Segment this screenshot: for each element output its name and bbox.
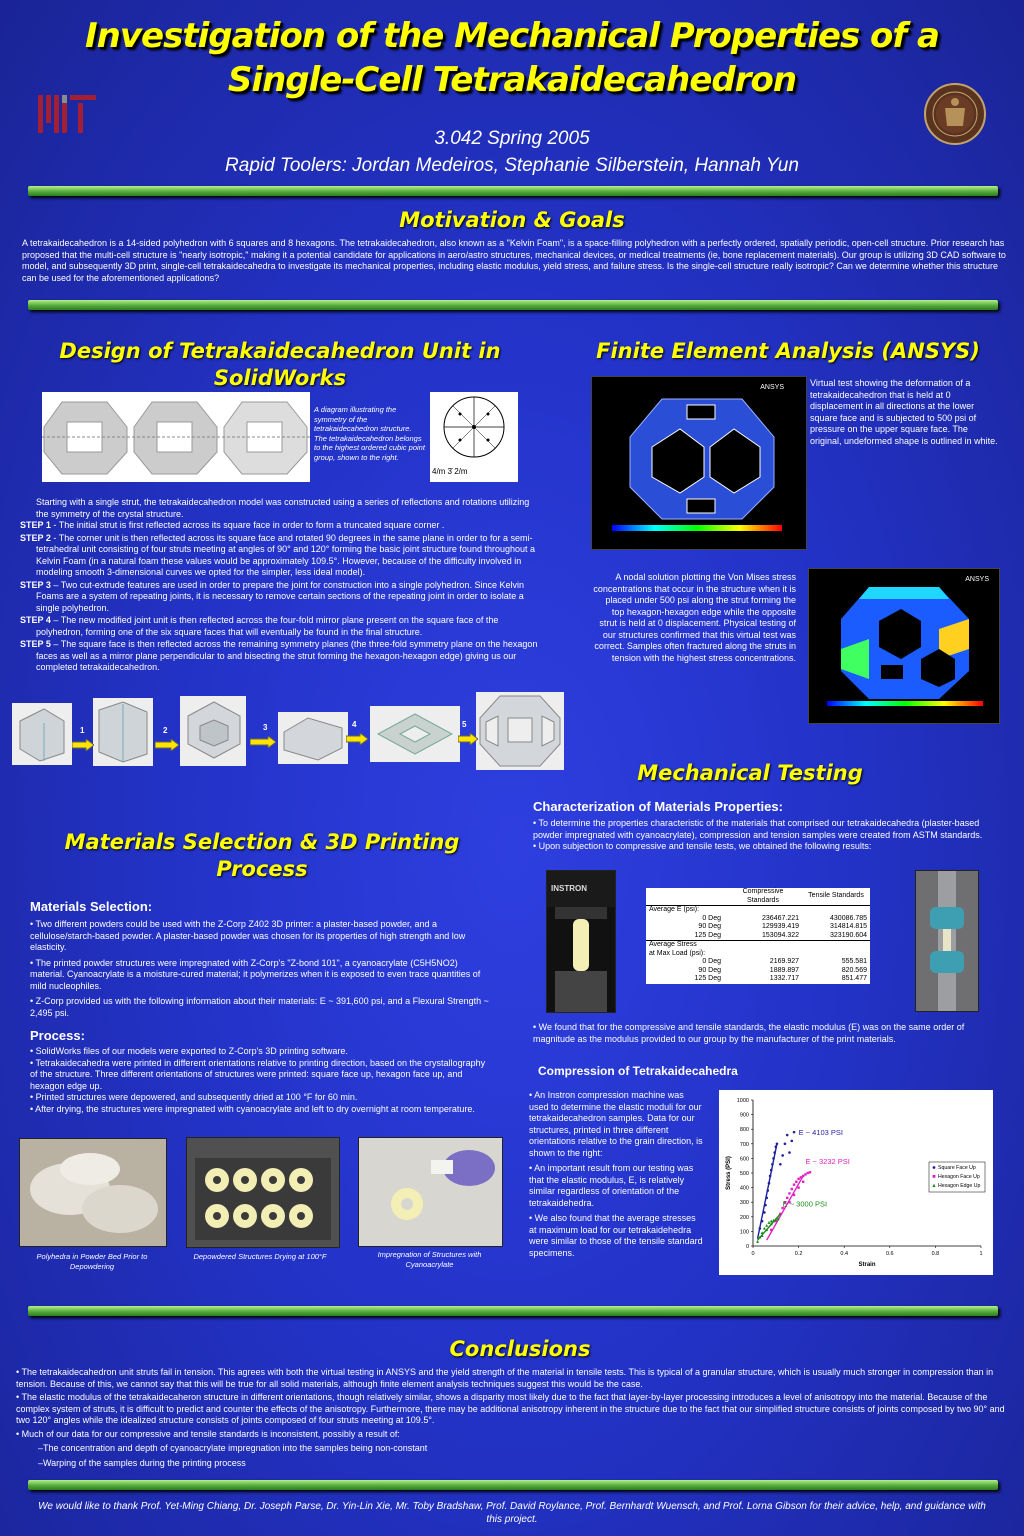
table-cell: 0 Deg bbox=[702, 914, 721, 922]
ansys-von-mises-plot bbox=[808, 568, 1000, 724]
x-tick-label: 1 bbox=[979, 1251, 983, 1257]
table-header-cell: Tensile Standards bbox=[802, 888, 870, 906]
step-label-2: 2 bbox=[163, 726, 168, 735]
materials-selection-heading: Materials Selection: bbox=[30, 899, 153, 914]
table-row bbox=[646, 923, 870, 932]
step-item: STEP 1 - The initial strut is first reflected across its square face in order to form a truncated square corner . bbox=[20, 520, 445, 530]
table-row bbox=[646, 967, 870, 976]
data-point bbox=[775, 1145, 778, 1148]
series-annotation: E ~ 3000 PSI bbox=[782, 1199, 828, 1209]
y-tick-label: 500 bbox=[739, 1171, 749, 1177]
drying-structures-photo bbox=[186, 1137, 340, 1248]
step-label-4: 4 bbox=[352, 720, 357, 729]
data-point bbox=[772, 1157, 775, 1160]
data-point bbox=[788, 1192, 790, 1194]
materials-selection-text bbox=[30, 919, 492, 1023]
data-point bbox=[790, 1140, 793, 1143]
table-cell: 153094.322 bbox=[724, 932, 802, 941]
y-tick-label: 600 bbox=[739, 1156, 749, 1163]
data-point bbox=[770, 1220, 773, 1223]
powder-bed-photo bbox=[19, 1138, 167, 1247]
legend-label: Hexagon Face Up bbox=[938, 1174, 980, 1180]
y-tick-label: 800 bbox=[739, 1127, 749, 1134]
data-point bbox=[797, 1178, 799, 1180]
data-point bbox=[770, 1169, 773, 1172]
table-cell: 851.477 bbox=[841, 975, 867, 982]
step-arrow-3 bbox=[250, 735, 276, 747]
conclusions-heading: Conclusions bbox=[449, 1337, 591, 1361]
y-tick-label: 400 bbox=[739, 1185, 749, 1192]
point-group-label: 4/m 3̄ 2/m bbox=[432, 467, 468, 476]
step-image-corner bbox=[93, 698, 153, 766]
data-point bbox=[761, 1220, 764, 1223]
step-arrow-5 bbox=[458, 732, 478, 744]
char-bullet: • Upon subjection to compressive and tensile tests, we obtained the following results: bbox=[533, 841, 872, 851]
ansys-deformation-plot bbox=[591, 376, 807, 550]
step-item: STEP 2 - The corner unit is then reflected across its square face and rotated 90 degrees in the same plane in order to for a semi-tetrahedral unit consisting of four struts meeting at angles of 90° and 120° forming the basic joint structure found throughout a Kelvin Foam (in a natural foam these values would be approximately 109.5°. However, because of the difficulty involved in modeling smooth 3-dimensional curves we opted for the simpler, less ideal model). bbox=[20, 532, 535, 577]
compression-bullet: • We also found that the average stresses at maximum load for our tetrakaidehedra were similar to those of the tensile standard specimens. bbox=[529, 1213, 703, 1258]
powder-bed-caption: Polyhedra in Powder Bed Prior to Depowdering bbox=[36, 1252, 148, 1271]
table-cell bbox=[724, 906, 802, 915]
table-cell: 236467.221 bbox=[762, 914, 799, 922]
testing-heading: Mechanical Testing bbox=[637, 761, 863, 785]
char-bullet: • To determine the properties characteristic of the materials that comprised our tetrakaidecahedra (plaster-based powder impregnated with cyanoacrylate), compression and tension samples were created from ASTM standards. bbox=[533, 818, 983, 840]
motivation-heading: Motivation & Goals bbox=[399, 208, 625, 232]
table-cell: 125 Deg bbox=[646, 932, 724, 941]
y-tick-label: 1000 bbox=[736, 1098, 749, 1104]
step-label-5: 5 bbox=[462, 720, 467, 729]
data-point bbox=[773, 1151, 776, 1154]
legend-marker bbox=[933, 1175, 936, 1178]
step-image-joint bbox=[180, 696, 246, 766]
data-point bbox=[804, 1173, 806, 1175]
table-cell: 129939.419 bbox=[762, 923, 799, 930]
course-label: 3.042 Spring 2005 bbox=[434, 128, 590, 149]
process-text bbox=[30, 1046, 492, 1115]
step-image-cut-joint bbox=[278, 712, 348, 764]
table-cell: 90 Deg bbox=[698, 923, 721, 930]
conclusion-subitem: –Warping of the samples during the printing process bbox=[38, 1457, 246, 1468]
step-arrow-1 bbox=[72, 738, 94, 750]
compression-bullet: • An Instron compression machine was used to determine the elastic moduli for our tetrakaidecahedron samples. Data for our structures, printed in three different orientations relative to the grain direction, is shown to the right: bbox=[529, 1090, 703, 1158]
step-label-3: 3 bbox=[263, 723, 268, 732]
drying-caption: Depowdered Structures Drying at 100°F bbox=[193, 1252, 327, 1261]
y-tick-label: 100 bbox=[739, 1229, 749, 1236]
table-row bbox=[646, 975, 870, 984]
step-arrow-2 bbox=[155, 738, 179, 750]
impregnation-photo bbox=[358, 1137, 503, 1247]
table-row bbox=[646, 941, 870, 950]
divider bbox=[28, 300, 998, 310]
divider bbox=[28, 1306, 998, 1316]
table-row bbox=[646, 915, 870, 924]
data-point bbox=[768, 1182, 771, 1185]
table-cell: 125 Deg bbox=[694, 975, 721, 982]
table-cell: 1332.717 bbox=[769, 975, 799, 982]
characterization-heading: Characterization of Materials Properties: bbox=[533, 799, 783, 814]
process-heading: Process: bbox=[30, 1028, 85, 1043]
fea-heading: Finite Element Analysis (ANSYS) bbox=[596, 339, 980, 363]
x-axis-label: Strain bbox=[858, 1262, 876, 1268]
data-point bbox=[763, 1227, 766, 1230]
x-tick-label: 0.4 bbox=[840, 1251, 849, 1257]
conclusion-bullet: • The tetrakaidecahedron unit struts fail in tension. This agrees with both the virtual testing in ANSYS and the yield strength of the material in tensile tests. This is typical of a granular structure, which is usually much stronger in compression than in tension. Because of this, we cannot say that this will be true for all solid materials, although finite element analysis techniques suggest this would be the case. bbox=[16, 1367, 994, 1389]
x-tick-label: 0.8 bbox=[931, 1251, 940, 1257]
materials-properties-table bbox=[646, 888, 870, 984]
x-tick-label: 0.6 bbox=[885, 1251, 894, 1257]
fea-deformation-text: Virtual test showing the deformation of a tetrakaidecahedron that is held at 0 displacement in all directions at the lower square face and is subjected to 500 psi of pressure on the upper square face. The original, undeformed shape is outlined in white. bbox=[810, 378, 998, 446]
characterization-text bbox=[533, 818, 993, 853]
title-line-1: Investigation of the Mechanical Properties of a bbox=[85, 16, 939, 56]
instron-label: INSTRON bbox=[551, 884, 587, 893]
data-point bbox=[800, 1176, 802, 1178]
impregnation-caption: Impregnation of Structures with Cyanoacrylate bbox=[377, 1250, 482, 1269]
instron-photo bbox=[546, 870, 616, 1013]
data-point bbox=[788, 1151, 791, 1154]
conclusion-subitem: –The concentration and depth of cyanoacrylate impregnation into the samples being non-constant bbox=[38, 1443, 428, 1453]
conclusion-bullet: • The elastic modulus of the tetrakaidecaheron structure in different orientations, though relatively similar, shows a disparity most likely due to the fact that layer-by-layer processing introduces a level of anisotropy into the material. Because of the complex system of struts, it is difficult to predict and counter the effects of the anisotropy. Furthermore, there may be additional anisotropy inherent in the structure due to the fact that our simplified structure consists of joints composed by two 90° and two 120° angles while the idealized structure consists of joints composed of four struts meeting at 109.5°. bbox=[16, 1392, 1005, 1425]
data-point bbox=[807, 1172, 809, 1174]
series-annotation: E ~ 3232 PSI bbox=[805, 1157, 850, 1167]
divider bbox=[28, 1480, 998, 1490]
poster-title bbox=[0, 14, 1024, 102]
table-cell: 1889.897 bbox=[769, 966, 799, 974]
process-bullet: • Printed structures were depowered, and subsequently dried at 100 °F for 60 min. bbox=[30, 1092, 358, 1102]
design-intro: Starting with a single strut, the tetrakaidecahedron model was constructed using a series of reflections and rotations utilizing the symmetry of the crystal structure. bbox=[36, 497, 530, 519]
data-point bbox=[802, 1175, 804, 1177]
polyhedron-render-1 bbox=[44, 402, 127, 474]
symmetry-renderings bbox=[42, 392, 310, 482]
motivation-text: A tetrakaidecahedron is a 14-sided polyhedron with 6 squares and 8 hexagons. The tetrakaidecahedron, also known as a "Kelvin Foam", is a space-filling polyhedron with a perfectly ordered, spatially periodic, open-cell structure. Prior research has proposed that the multi-cell structure is "nearly isotropic," making it a potential candidate for applications in aero/astro structures, mechanical devices, or medical treatments (ie, bone replacement materials). Our group is utilizing 3D CAD software to model, and subsequently 3D print, single-cell tetrakaidecahedra to investigate its mechanical properties, including elastic modulus, yield stress, and failure stress. Is the single-cell structure really isotropic? Can we determine whether this structure can be used for the aforementioned applications? bbox=[22, 238, 1006, 283]
step-item: STEP 4 – The new modified joint unit is then reflected across the four-fold mirror plane present on the square face of the polyhedron, forming one of the six square faces that will eventually be found in the final structure. bbox=[20, 615, 499, 637]
legend-marker bbox=[933, 1166, 936, 1169]
data-point bbox=[786, 1134, 789, 1137]
data-point bbox=[802, 1181, 804, 1183]
data-point bbox=[756, 1240, 759, 1243]
divider bbox=[28, 186, 998, 196]
data-point bbox=[793, 1131, 796, 1134]
table-header-cell bbox=[646, 888, 724, 906]
data-point bbox=[765, 1197, 768, 1200]
design-heading: Design of Tetrakaidecahedron Unit in SolidWorks bbox=[59, 339, 501, 390]
table-cell: Average Stress bbox=[649, 941, 697, 948]
data-point bbox=[769, 1175, 772, 1178]
symmetry-caption: A diagram illustrating the symmetry of the tetrakaidecahedron structure. The tetrakaidecahedron belongs to the highest ordered cubic point group, shown to the right. bbox=[314, 405, 425, 462]
legend-label: Hexagon Edge Up bbox=[938, 1183, 981, 1189]
table-cell bbox=[802, 941, 870, 950]
y-tick-label: 200 bbox=[739, 1214, 749, 1221]
series-annotation: E ~ 4103 PSI bbox=[798, 1128, 844, 1138]
data-point bbox=[781, 1154, 784, 1157]
data-point bbox=[791, 1188, 793, 1190]
step-image-strut bbox=[12, 703, 72, 765]
table-cell: at Max Load (psi): bbox=[649, 949, 706, 957]
y-axis-label: Stress (PSI) bbox=[726, 1156, 732, 1190]
acknowledgement-text: We would like to thank Prof. Yet-Ming Chiang, Dr. Joseph Parse, Dr. Yin-Lin Xie, Mr. Toby Bradshaw, Prof. David Roylance, Prof. Bernhardt Wuensch, and Prof. Lorna Gibson for their advice, help, and guidance with this project. bbox=[38, 1501, 986, 1525]
design-steps bbox=[20, 520, 546, 675]
table-row bbox=[646, 906, 870, 915]
table-cell bbox=[724, 941, 802, 950]
data-point bbox=[765, 1224, 768, 1227]
data-point bbox=[779, 1163, 782, 1166]
authors-label: Rapid Toolers: Jordan Medeiros, Stephanie Silberstein, Hannah Yun bbox=[225, 155, 799, 176]
data-point bbox=[793, 1183, 795, 1185]
selection-bullet: • The printed powder structures were impregnated with Z-Corp's "Z-bond 101", a cyanoacrylate (C5H5NO2) material. Cyanoacrylate is a moisture-cured material; it polymerizes when it is exposed to even trace quantities of mild nucleophiles. bbox=[30, 957, 481, 991]
table-cell: Average E (psi): bbox=[649, 906, 700, 913]
polyhedron-render-3 bbox=[224, 402, 307, 474]
x-tick-label: 0.2 bbox=[794, 1251, 803, 1257]
step-item: STEP 5 – The square face is then reflected across the remaining symmetry planes (the three-fold symmetry plane on the hexagon faces as well as a mirror plane perpendicular to and bisecting the strut forming the hexagon-hexagon edge) giving us our completed tetrakaidecahedron. bbox=[20, 639, 538, 672]
polyhedron-render-2 bbox=[134, 402, 217, 474]
process-bullet: • SolidWorks files of our models were exported to Z-Corp's 3D printing software. bbox=[30, 1046, 348, 1056]
conclusion-bullet: • Much of our data for our compressive and tensile standards is inconsistent, possibly a result of: bbox=[16, 1428, 400, 1439]
y-tick-label: 700 bbox=[739, 1141, 749, 1148]
y-tick-label: 300 bbox=[739, 1200, 749, 1207]
compression-heading: Compression of Tetrakaidecahedra bbox=[538, 1064, 738, 1078]
legend-label: Square Face Up bbox=[938, 1165, 976, 1171]
step-image-square-face bbox=[370, 706, 460, 762]
table-cell: 0 Deg bbox=[702, 958, 721, 965]
table-cell bbox=[724, 950, 802, 959]
compression-text bbox=[529, 1090, 705, 1263]
data-point bbox=[784, 1143, 787, 1146]
compression-bullet: • An important result from our testing was that the elastic modulus, E, is relatively similar regardless of orientation of the tetrakaidehedra. bbox=[529, 1163, 694, 1208]
x-tick-label: 0 bbox=[751, 1251, 755, 1257]
ansys-logo: ANSYS bbox=[760, 384, 784, 391]
fea-vonmises-text: A nodal solution plotting the Von Mises stress concentrations that occur in the structure when it is placed under 500 psi along the strut forming the top hexagon-hexagon edge while the opposite strut is held at 0 displacement. Physical testing of our structures confirmed that this virtual test was correct. Samples often fractured along the struts in tension with the highest stress concentrations. bbox=[593, 572, 796, 663]
selection-bullet: • Z-Corp provided us with the following information about their materials: E ~ 391,600 psi, and a Flexural Strength ~ 2,495 psi. bbox=[30, 996, 489, 1018]
data-point bbox=[770, 1229, 772, 1231]
table-cell: 314814.815 bbox=[830, 923, 867, 930]
table-cell: 555.581 bbox=[841, 958, 867, 965]
table-cell bbox=[802, 950, 870, 959]
data-point bbox=[759, 1227, 762, 1230]
step-image-complete-polyhedron bbox=[476, 692, 564, 770]
y-tick-label: 0 bbox=[745, 1244, 749, 1250]
table-cell: 430086.785 bbox=[830, 914, 867, 922]
table-header-cell: Compressive Standards bbox=[724, 888, 802, 906]
data-point bbox=[809, 1171, 811, 1173]
data-point bbox=[767, 1221, 770, 1224]
table-row bbox=[646, 950, 870, 959]
data-point bbox=[793, 1194, 795, 1196]
y-tick-label: 900 bbox=[739, 1112, 749, 1119]
ansys-logo: ANSYS bbox=[965, 576, 989, 583]
stress-strain-chart bbox=[719, 1090, 993, 1275]
selection-bullet: • Two different powders could be used with the Z-Corp Z402 3D printer: a plaster-based powder, and a cellulose/starch-based powder. A plaster-based powder was chosen for its properties of high strength and low elasticity. bbox=[30, 919, 466, 952]
title-line-2: Single-Cell Tetrakaidecahedron bbox=[227, 60, 797, 100]
table-cell: 90 Deg bbox=[698, 966, 721, 974]
data-point bbox=[764, 1204, 767, 1207]
table-cell: 820.569 bbox=[841, 966, 867, 974]
data-point bbox=[797, 1186, 799, 1188]
data-point bbox=[763, 1211, 766, 1214]
stereogram-diagram bbox=[430, 392, 518, 482]
data-point bbox=[795, 1181, 797, 1183]
materials-heading: Materials Selection & 3D Printing Process bbox=[64, 830, 460, 881]
step-arrow-4 bbox=[346, 732, 368, 744]
step-label-1: 1 bbox=[80, 726, 85, 735]
table-header-row bbox=[646, 888, 870, 906]
data-point bbox=[771, 1163, 774, 1166]
tensile-test-photo bbox=[915, 870, 979, 1012]
process-bullet: • Tetrakaidecahedra were printed in different orientations relative to printing direction, based on the crystallography of the structure. Three different orientations of structures were printed: square face up, hexagon face up, and hexagon edge up. bbox=[30, 1057, 486, 1091]
table-cell: 2169.927 bbox=[769, 958, 799, 965]
conclusions-text bbox=[16, 1367, 1016, 1469]
step-item: STEP 3 – Two cut-extrude features are used in order to prepare the joint for construction into a single polyhedron. Since Kelvin Foams are a system of repeating joints, it is necessary to remove certain sections of the repeating joint in order to isolate a single polyhedron. bbox=[20, 579, 524, 613]
data-point bbox=[767, 1189, 770, 1192]
process-bullet: • After drying, the structures were impregnated with cyanoacrylate and left to dry overnight at room temperature. bbox=[30, 1103, 475, 1114]
table-row bbox=[646, 932, 870, 941]
table-row bbox=[646, 958, 870, 967]
table-cell bbox=[802, 906, 870, 915]
testing-found-text: • We found that for the compressive and tensile standards, the elastic modulus (E) was on the same order of magnitude as the modulus provided to our group by the manufacturer of the print materials. bbox=[533, 1022, 965, 1044]
data-point bbox=[776, 1143, 779, 1146]
table-cell: 323190.604 bbox=[802, 932, 870, 941]
